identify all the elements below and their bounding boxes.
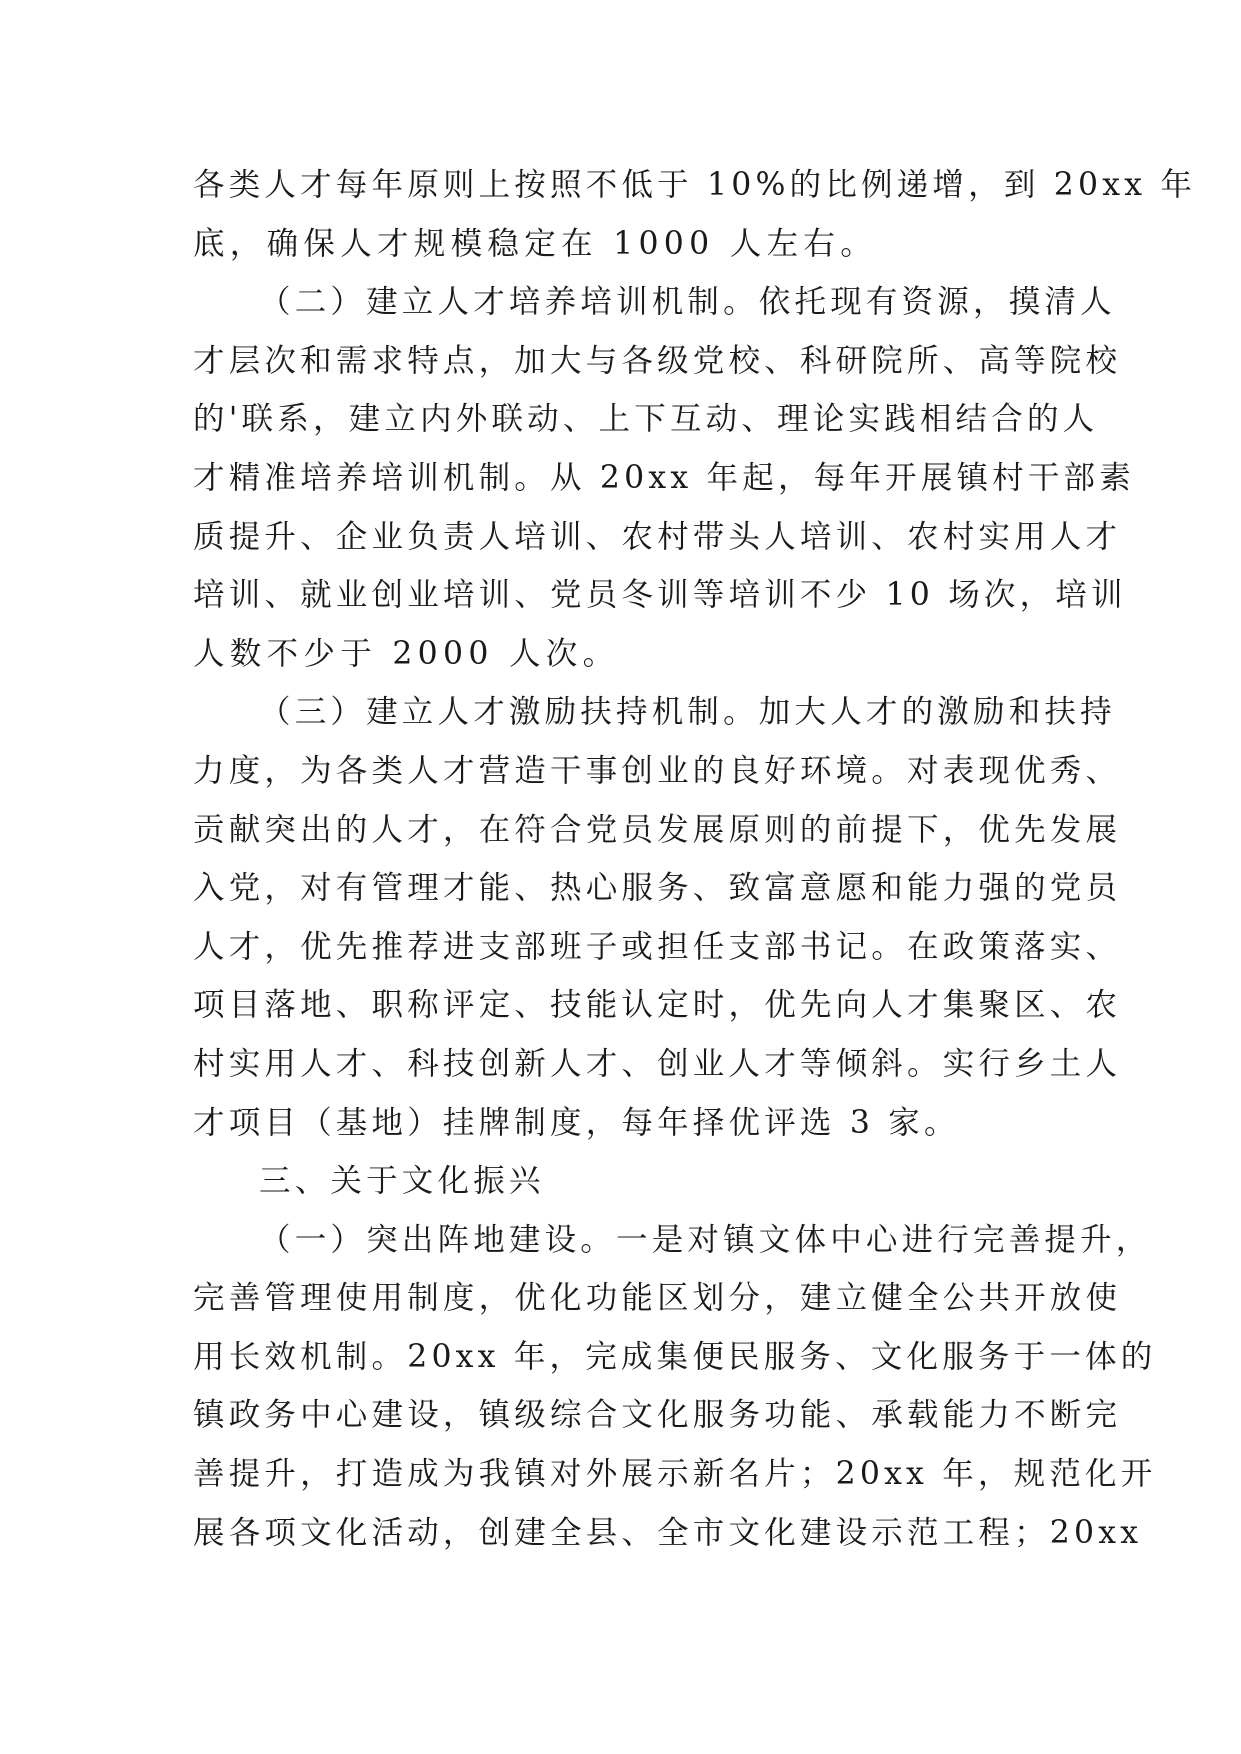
text-line: 人才，优先推荐进支部班子或担任支部书记。在政策落实、 — [193, 928, 1122, 965]
text-line: 项目落地、职称评定、技能认定时，优先向人才集聚区、农 — [193, 987, 1122, 1024]
text-line: 用长效机制。20xx 年，完成集便民服务、文化服务于一体的 — [193, 1338, 1157, 1375]
text-line: 人数不少于 2000 人次。 — [193, 635, 620, 672]
text-line: 力度，为各类人才营造干事创业的良好环境。对表现优秀、 — [193, 752, 1122, 789]
text-line: 善提升，打造成为我镇对外展示新名片；20xx 年，规范化开 — [193, 1456, 1157, 1493]
text-line: 的'联系，建立内外联动、上下互动、理论实践相结合的人 — [193, 401, 1099, 438]
paragraph-heading-line: （一）突出阵地建设。一是对镇文体中心进行完善提升， — [259, 1221, 1152, 1258]
text-line: 培训、就业创业培训、党员冬训等培训不少 10 场次，培训 — [193, 577, 1127, 614]
text-line: 才精准培养培训机制。从 20xx 年起，每年开展镇村干部素 — [193, 459, 1135, 496]
text-line: 才层次和需求特点，加大与各级党校、科研院所、高等院校 — [193, 342, 1122, 379]
text-line: 才项目（基地）挂牌制度，每年择优评选 3 家。 — [193, 1104, 960, 1141]
text-line: 入党，对有管理才能、热心服务、致富意愿和能力强的党员 — [193, 870, 1122, 907]
text-line: 贡献突出的人才，在符合党员发展原则的前提下，优先发展 — [193, 811, 1122, 848]
paragraph-heading-line: （二）建立人才培养培训机制。依托现有资源，摸清人 — [259, 284, 1116, 321]
text-line: 完善管理使用制度，优化功能区划分，建立健全公共开放使 — [193, 1280, 1122, 1317]
text-line: 质提升、企业负责人培训、农村带头人培训、农村实用人才 — [193, 518, 1122, 555]
text-line: 展各项文化活动，创建全县、全市文化建设示范工程；20xx — [193, 1514, 1143, 1551]
section-heading: 三、关于文化振兴 — [259, 1163, 545, 1200]
text-line: 镇政务中心建设，镇级综合文化服务功能、承载能力不断完 — [193, 1397, 1122, 1434]
paragraph-heading-line: （三）建立人才激励扶持机制。加大人才的激励和扶持 — [259, 694, 1116, 731]
document-body — [193, 156, 1197, 1562]
text-line: 各类人才每年原则上按照不低于 10%的比例递增，到 20xx 年 — [193, 167, 1197, 203]
text-line: 底，确保人才规模稳定在 1000 人左右。 — [193, 225, 877, 262]
text-line: 村实用人才、科技创新人才、创业人才等倾斜。实行乡土人 — [193, 1045, 1122, 1082]
